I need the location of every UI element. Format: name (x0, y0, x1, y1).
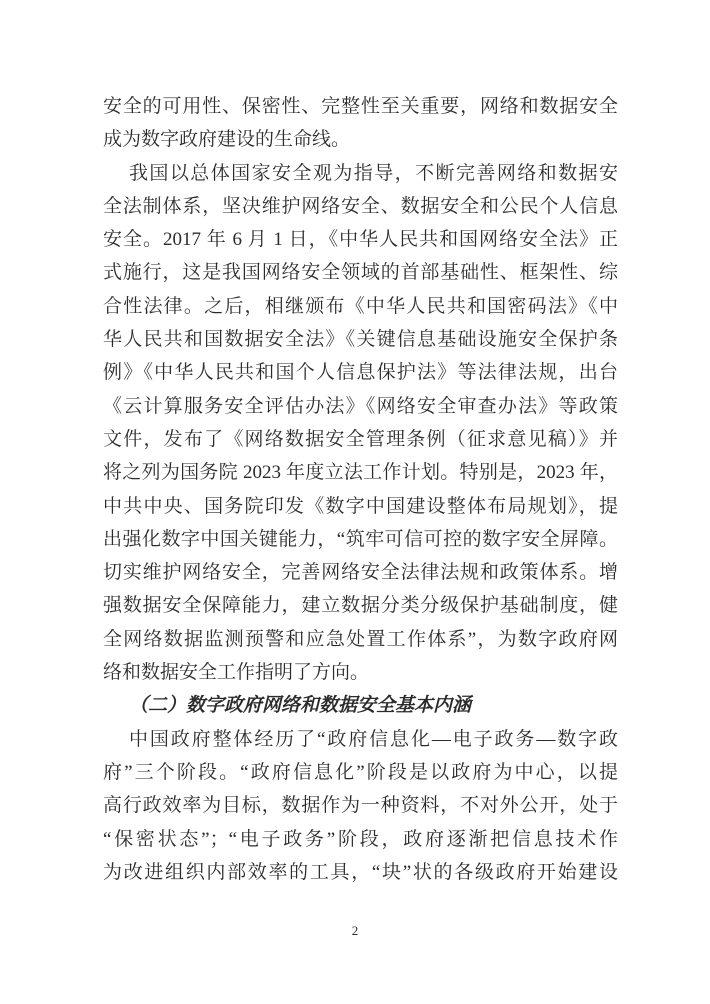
text-line: 出强化数字中国关键能力，“筑牢可信可控的数字安全屏障。 (103, 528, 618, 550)
text-line: 全法制体系，坚决维护网络安全、数据安全和公民个人信息 (103, 195, 618, 217)
text-line: 安全的可用性、保密性、完整性至关重要，网络和数据安全 (103, 96, 618, 117)
text-line: 强数据安全保障能力，建立数据分类分级保护基础制度，健 (103, 595, 618, 617)
text-line: 高行政效率为目标，数据作为一种资料，不对外公开，处于 (103, 795, 618, 817)
text-line: 切实维护网络安全，完善网络安全法律法规和政策体系。增 (103, 562, 618, 584)
text-line: 安全。2017 年 6 月 1 日，《中华人民共和国网络安全法》正 (103, 229, 618, 251)
text-line: 华人民共和国数据安全法》《关键信息基础设施安全保护条 (103, 329, 618, 351)
heading-line: （二）数字政府网络和数据安全基本内涵 (129, 695, 472, 717)
paragraph-three-stages (103, 723, 618, 889)
text-line: “保密状态”；“电子政务”阶段，政府逐渐把信息技术作 (103, 828, 618, 850)
paragraph-security-lifeline (103, 90, 618, 157)
text-line: 府”三个阶段。“政府信息化”阶段是以政府为中心，以提 (103, 761, 618, 783)
text-line: 为改进组织内部效率的工具，“块”状的各级政府开始建设 (103, 861, 618, 883)
text-line: 络和数据安全工作指明了方向。 (103, 662, 370, 684)
paragraph-legal-system (103, 157, 618, 690)
text-line: 将之列为国务院 2023 年度立法工作计划。特别是，2023 年， (103, 462, 618, 484)
heading-section-two-basic-connotation (103, 689, 618, 722)
text-line: 中国政府整体经历了“政府信息化—电子政务—数字政 (129, 728, 618, 750)
text-line: 全网络数据监测预警和应急处置工作体系”，为数字政府网 (103, 628, 618, 650)
text-line: 我国以总体国家安全观为指导，不断完善网络和数据安 (129, 162, 618, 184)
text-line: 合性法律。之后，相继颁布《中华人民共和国密码法》《中 (103, 295, 618, 317)
text-line: 式施行，这是我国网络安全领域的首部基础性、框架性、综 (103, 262, 618, 284)
page-number: 2 (351, 923, 359, 938)
document-body (103, 90, 618, 889)
text-line: 文件，发布了《网络数据安全管理条例（征求意见稿）》并 (103, 428, 618, 450)
text-line: 成为数字政府建设的生命线。 (103, 129, 351, 151)
text-line: 《云计算服务安全评估办法》《网络安全审查办法》等政策 (103, 395, 618, 417)
text-line: 中共中央、国务院印发《数字中国建设整体布局规划》，提 (103, 495, 618, 517)
text-line: 例》《中华人民共和国个人信息保护法》等法律法规，出台 (103, 362, 618, 384)
